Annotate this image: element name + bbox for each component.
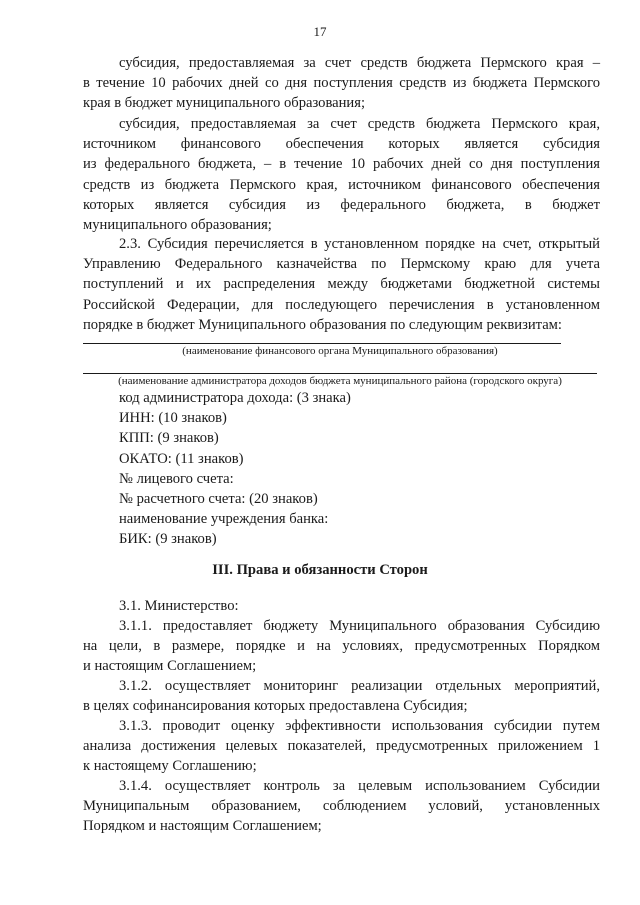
- text-line: анализа достижения целевых показателей, предусмотренных приложением 1: [83, 738, 600, 755]
- text-line: субсидия, предоставляемая за счет средств бюджета Пермского края,: [119, 116, 600, 132]
- requisite-admin-code: код администратора дохода: (3 знака): [119, 390, 351, 406]
- text-line: 3.1.2. осуществляет мониторинг реализации отдельных мероприятий,: [119, 678, 600, 694]
- text-line: 3.1.3. проводит оценку эффективности использования субсидии путем: [119, 718, 600, 734]
- text-line: поступлений и их распределения между бюджетами бюджетной системы: [83, 276, 600, 293]
- fill-line-revenue-admin: [83, 373, 597, 374]
- requisite-kpp: КПП: (9 знаков): [119, 430, 219, 447]
- text-line: в целях софинансирования которых предоставлена Субсидия;: [83, 698, 468, 715]
- text-line: муниципального образования;: [83, 217, 272, 234]
- requisite-personal-account: № лицевого счета:: [119, 470, 234, 487]
- text-line: и настоящим Соглашением;: [83, 658, 257, 675]
- requisite-settlement-account: № расчетного счета: (20 знаков): [119, 491, 318, 508]
- text-line: которых является субсидия из федерального бюджета, в бюджет: [83, 196, 600, 213]
- text-line: 3.1. Министерство:: [119, 598, 239, 614]
- text-line: на цели, в размере, порядке и на условиях, предусмотренных Порядком: [83, 638, 600, 655]
- caption-revenue-admin: (наименование администратора доходов бюджета муниципального района (городского округа): [118, 375, 562, 387]
- requisite-bank-name: наименование учреждения банка:: [119, 511, 329, 528]
- paragraph-3-1-1: [83, 616, 600, 677]
- text-line: Управлению Федерального казначейства по Пермскому краю для учета: [83, 256, 600, 273]
- section-heading: III. Права и обязанности Сторон: [212, 562, 428, 578]
- text-line: к настоящему Соглашению;: [83, 758, 257, 775]
- text-line: 2.3. Субсидия перечисляется в установленном порядке на счет, открытый: [119, 236, 600, 252]
- requisite-okato: ОКАТО: (11 знаков): [119, 450, 244, 467]
- paragraph-3-1-3: [83, 716, 600, 777]
- text-line: 3.1.4. осуществляет контроль за целевым использованием Субсидии: [119, 778, 600, 794]
- text-line: источником финансового обеспечения которых является субсидия: [83, 136, 600, 153]
- text-line: в течение 10 рабочих дней со дня поступления средств из бюджета Пермского: [83, 75, 600, 92]
- text-line: Российской Федерации, для последующего перечисления в установленном: [83, 296, 600, 313]
- paragraph-3-1-4: [83, 776, 600, 837]
- text-line: порядке в бюджет Муниципального образования по следующим реквизитам:: [83, 316, 562, 333]
- text-line: Порядком и настоящим Соглашением;: [83, 818, 322, 835]
- requisites-list: [119, 388, 351, 550]
- paragraph-2-3: [83, 234, 600, 335]
- paragraph-subsidy-regional: [83, 53, 600, 114]
- requisite-bik: БИК: (9 знаков): [119, 531, 217, 548]
- text-line: 3.1.1. предоставляет бюджету Муниципального образования Субсидию: [119, 618, 600, 634]
- paragraph-3-1: [83, 596, 600, 616]
- text-line: края в бюджет муниципального образования;: [83, 95, 366, 112]
- page-number: 17: [313, 24, 327, 39]
- text-line: Муниципальным образованием, соблюдением условий, установленных: [83, 798, 600, 815]
- text-line: субсидия, предоставляемая за счет средств бюджета Пермского края –: [119, 55, 600, 71]
- fill-line-financial-body: [83, 343, 561, 344]
- text-line: средств из бюджета Пермского края, источником финансового обеспечения: [83, 176, 600, 193]
- requisite-inn: ИНН: (10 знаков): [119, 410, 227, 427]
- paragraph-subsidy-federal: [83, 114, 600, 235]
- text-line: из федерального бюджета, – в течение 10 рабочих дней со дня поступления: [83, 156, 600, 173]
- caption-financial-body: (наименование финансового органа Муниципального образования): [182, 345, 498, 357]
- paragraph-3-1-2: [83, 676, 600, 716]
